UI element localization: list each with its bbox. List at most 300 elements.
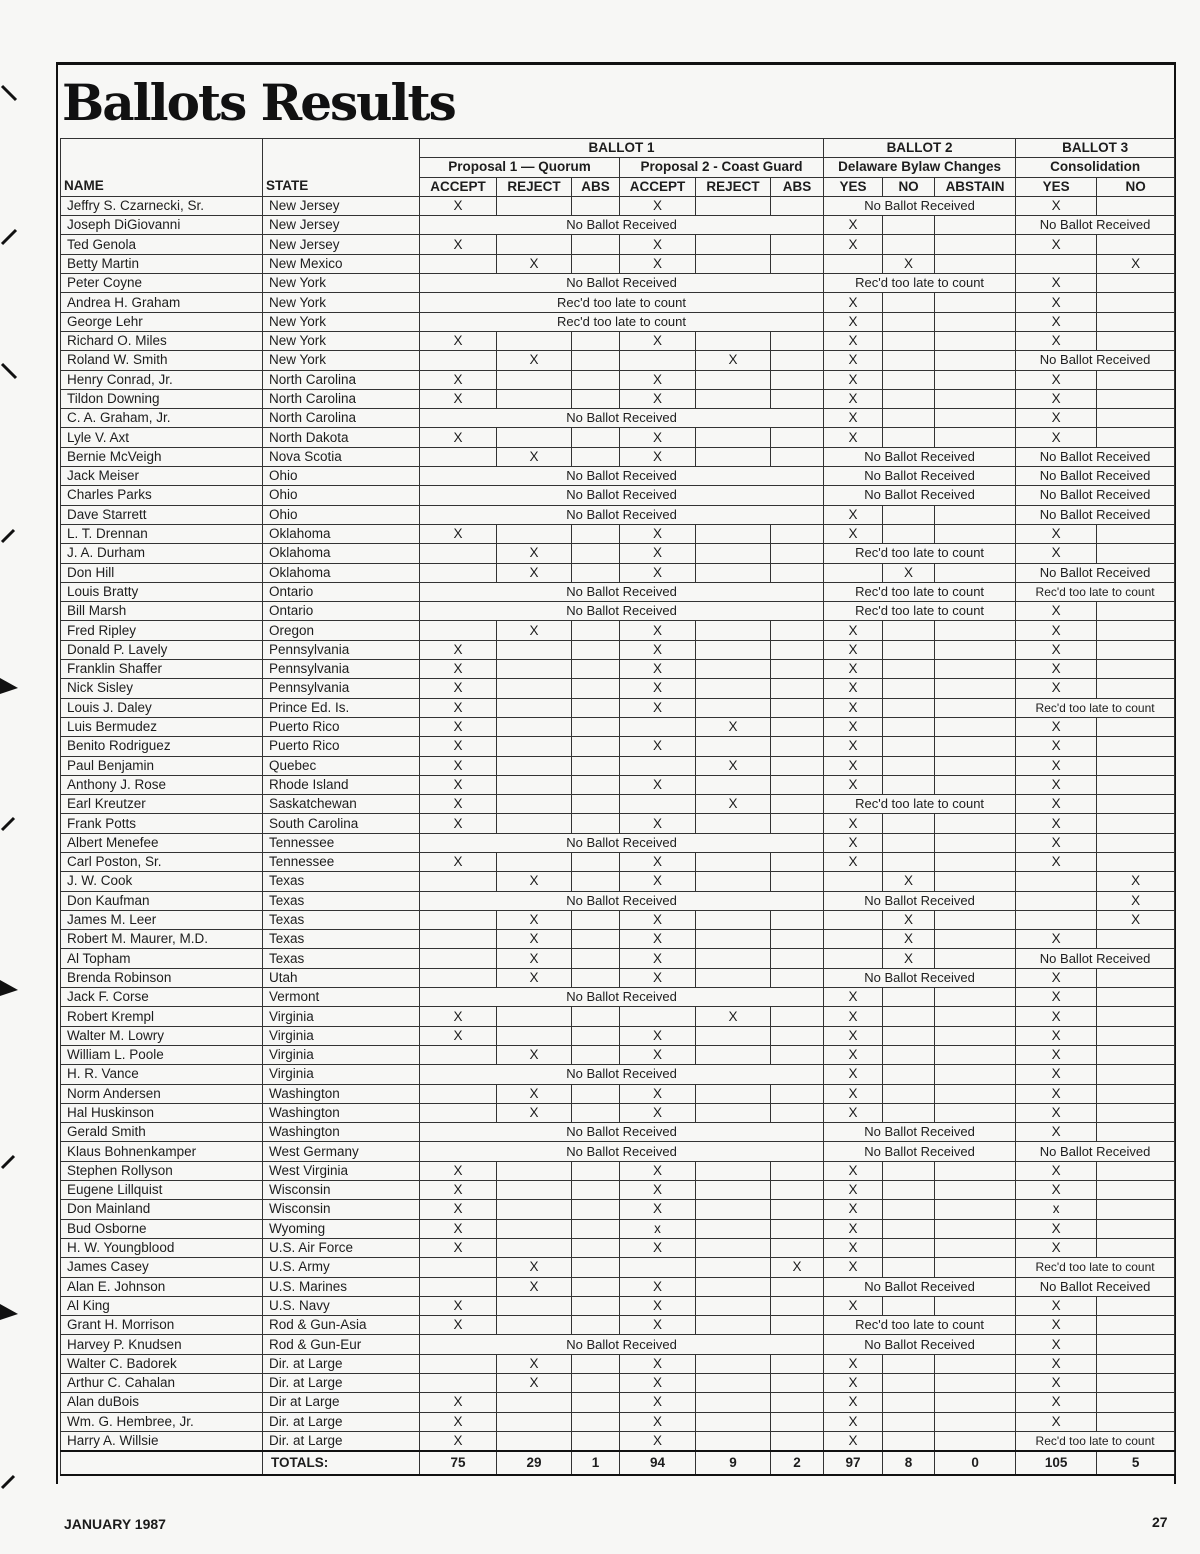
vote-b2-no: X: [883, 949, 935, 968]
table-row: [61, 949, 1175, 968]
vote-b1-p1-abs: [572, 756, 620, 775]
vote-b1-p2-reject: [696, 640, 771, 659]
vote-b1-p1-accept: [420, 563, 497, 582]
vote-b1-p1-accept: [420, 872, 497, 891]
no-ballot-note: No Ballot Received: [420, 833, 824, 852]
table-row: [61, 486, 1175, 505]
table-row: [61, 544, 1175, 563]
vote-b1-p1-accept: X: [420, 196, 497, 215]
voter-state: Dir. at Large: [263, 1354, 420, 1373]
voter-name: Tildon Downing: [61, 389, 263, 408]
vote-b2-no: [883, 331, 935, 350]
voter-state: Washington: [263, 1103, 420, 1122]
vote-b2-no: X: [883, 563, 935, 582]
vote-b2-yes: X: [824, 660, 883, 679]
vote-b3-no: [1097, 274, 1175, 293]
vote-b1-p1-accept: [420, 351, 497, 370]
vote-b1-p1-accept: X: [420, 235, 497, 254]
vote-b2-abstain: [935, 389, 1016, 408]
vote-b2-yes: [824, 930, 883, 949]
vote-b1-p2-accept: X: [620, 1412, 696, 1431]
voter-name: Lyle V. Axt: [61, 428, 263, 447]
vote-b3-no: [1097, 409, 1175, 428]
vote-b2-abstain: [935, 409, 1016, 428]
vote-b2-no: [883, 1103, 935, 1122]
table-row: [61, 891, 1175, 910]
table-row: [61, 563, 1175, 582]
vote-b2-no: [883, 1412, 935, 1431]
vote-b2-abstain: [935, 1161, 1016, 1180]
vote-b3-yes: [1016, 872, 1097, 891]
vote-b1-p2-accept: X: [620, 370, 696, 389]
vote-b3-no: [1097, 1026, 1175, 1045]
vote-b1-p2-abs: [771, 389, 824, 408]
voter-name: Benito Rodriguez: [61, 737, 263, 756]
header-no: NO: [883, 177, 935, 196]
no-ballot-note: No Ballot Received: [1016, 351, 1175, 370]
no-ballot-note: No Ballot Received: [1016, 1277, 1175, 1296]
vote-b2-no: [883, 679, 935, 698]
voter-name: Alan duBois: [61, 1393, 263, 1412]
vote-b3-yes: X: [1016, 795, 1097, 814]
vote-b3-no: [1097, 544, 1175, 563]
vote-b1-p2-reject: [696, 1393, 771, 1412]
vote-b3-yes: X: [1016, 737, 1097, 756]
vote-b1-p2-reject: [696, 1258, 771, 1277]
no-ballot-note: No Ballot Received: [420, 274, 824, 293]
voter-state: New York: [263, 274, 420, 293]
vote-b3-no: [1097, 1374, 1175, 1393]
vote-b2-no: [883, 1219, 935, 1238]
vote-b3-no: [1097, 1412, 1175, 1431]
vote-b1-p2-accept: X: [620, 737, 696, 756]
vote-b3-yes: X: [1016, 660, 1097, 679]
vote-b1-p2-reject: [696, 563, 771, 582]
table-row: [61, 602, 1175, 621]
totals-label: TOTALS:: [263, 1451, 420, 1475]
vote-b1-p1-accept: [420, 544, 497, 563]
voter-name: Arthur C. Cahalan: [61, 1374, 263, 1393]
voter-state: U.S. Army: [263, 1258, 420, 1277]
no-ballot-note: No Ballot Received: [1016, 563, 1175, 582]
vote-b1-p2-reject: [696, 1296, 771, 1315]
vote-b2-abstain: [935, 1258, 1016, 1277]
no-ballot-note: No Ballot Received: [824, 467, 1016, 486]
vote-b1-p2-abs: [771, 968, 824, 987]
vote-b1-p1-abs: [572, 1374, 620, 1393]
vote-b2-yes: X: [824, 389, 883, 408]
voter-name: H. W. Youngblood: [61, 1238, 263, 1257]
vote-b2-yes: X: [824, 640, 883, 659]
vote-b2-yes: X: [824, 717, 883, 736]
voter-state: Rod & Gun-Asia: [263, 1316, 420, 1335]
vote-b3-no: [1097, 1103, 1175, 1122]
no-ballot-note: No Ballot Received: [824, 1142, 1016, 1161]
vote-b1-p2-abs: [771, 1219, 824, 1238]
binder-mark: [0, 1150, 20, 1170]
vote-b3-yes: X: [1016, 717, 1097, 736]
vote-b1-p2-abs: [771, 640, 824, 659]
vote-b1-p1-reject: X: [497, 621, 572, 640]
no-ballot-note: No Ballot Received: [1016, 1142, 1175, 1161]
vote-b2-abstain: [935, 524, 1016, 543]
vote-b1-p1-reject: X: [497, 1374, 572, 1393]
vote-b1-p2-accept: X: [620, 1161, 696, 1180]
header-ballot-2-subtitle: Delaware Bylaw Changes: [824, 158, 1016, 177]
vote-b2-no: [883, 1161, 935, 1180]
vote-b1-p2-abs: [771, 1374, 824, 1393]
vote-b2-no: X: [883, 930, 935, 949]
vote-b2-yes: X: [824, 1045, 883, 1064]
voter-name: Jack Meiser: [61, 467, 263, 486]
table-row: [61, 389, 1175, 408]
vote-b1-p2-accept: [620, 1258, 696, 1277]
totals-row: [61, 1451, 1175, 1475]
no-ballot-note: No Ballot Received: [824, 1277, 1016, 1296]
vote-b1-p1-accept: X: [420, 370, 497, 389]
vote-b2-yes: [824, 254, 883, 273]
vote-b2-abstain: [935, 930, 1016, 949]
vote-b1-p2-accept: X: [620, 1200, 696, 1219]
vote-b1-p1-abs: [572, 852, 620, 871]
table-row: [61, 447, 1175, 466]
vote-b3-no: [1097, 968, 1175, 987]
vote-b1-p1-accept: X: [420, 814, 497, 833]
table-row: [61, 1161, 1175, 1180]
no-ballot-note: No Ballot Received: [824, 486, 1016, 505]
vote-b2-no: [883, 833, 935, 852]
voter-state: Ontario: [263, 602, 420, 621]
vote-b1-p2-accept: [620, 756, 696, 775]
vote-b1-p2-reject: [696, 1354, 771, 1373]
vote-b1-p1-abs: [572, 370, 620, 389]
vote-b2-abstain: [935, 756, 1016, 775]
vote-b1-p2-abs: [771, 679, 824, 698]
vote-b1-p2-abs: [771, 660, 824, 679]
vote-b2-abstain: [935, 679, 1016, 698]
vote-b1-p2-reject: [696, 1316, 771, 1335]
vote-b3-yes: X: [1016, 988, 1097, 1007]
vote-b2-no: [883, 1045, 935, 1064]
vote-b1-p1-abs: [572, 775, 620, 794]
voter-state: U.S. Navy: [263, 1296, 420, 1315]
voter-state: New Jersey: [263, 235, 420, 254]
vote-b1-p1-reject: X: [497, 968, 572, 987]
vote-b3-yes: X: [1016, 196, 1097, 215]
vote-b1-p2-abs: [771, 737, 824, 756]
binder-mark: [0, 1302, 20, 1322]
vote-b1-p1-abs: [572, 1431, 620, 1451]
voter-name: Don Hill: [61, 563, 263, 582]
header-row-columns: [61, 177, 1175, 196]
no-ballot-note: No Ballot Received: [1016, 216, 1175, 235]
voter-name: Joseph DiGiovanni: [61, 216, 263, 235]
voter-name: Henry Conrad, Jr.: [61, 370, 263, 389]
voter-state: Puerto Rico: [263, 717, 420, 736]
vote-b1-p1-abs: [572, 1354, 620, 1373]
no-ballot-note: No Ballot Received: [420, 1142, 824, 1161]
vote-b1-p2-accept: X: [620, 679, 696, 698]
voter-name: Albert Menefee: [61, 833, 263, 852]
vote-b1-p2-accept: [620, 1007, 696, 1026]
vote-b3-no: [1097, 1200, 1175, 1219]
vote-b1-p2-abs: [771, 949, 824, 968]
vote-b3-yes: X: [1016, 1007, 1097, 1026]
voter-state: Saskatchewan: [263, 795, 420, 814]
header-blank: [263, 139, 420, 158]
vote-b2-abstain: [935, 698, 1016, 717]
vote-b2-abstain: [935, 910, 1016, 929]
vote-b1-p2-reject: [696, 447, 771, 466]
vote-b1-p2-abs: [771, 852, 824, 871]
header-row-proposals: [61, 158, 1175, 177]
vote-b1-p1-reject: X: [497, 1045, 572, 1064]
voter-state: Dir. at Large: [263, 1412, 420, 1431]
vote-b2-yes: X: [824, 679, 883, 698]
vote-b1-p1-abs: [572, 1238, 620, 1257]
vote-b2-no: [883, 1354, 935, 1373]
voter-name: Al Topham: [61, 949, 263, 968]
vote-b1-p2-reject: [696, 524, 771, 543]
vote-b1-p2-reject: [696, 621, 771, 640]
voter-name: Eugene Lillquist: [61, 1181, 263, 1200]
vote-b1-p2-reject: [696, 660, 771, 679]
vote-b3-no: [1097, 737, 1175, 756]
header-yes: YES: [1016, 177, 1097, 196]
vote-b1-p2-accept: X: [620, 814, 696, 833]
vote-b1-p2-reject: [696, 235, 771, 254]
vote-b1-p2-abs: [771, 1045, 824, 1064]
vote-b1-p2-reject: [696, 1238, 771, 1257]
voter-state: Dir. at Large: [263, 1374, 420, 1393]
voter-state: Wyoming: [263, 1219, 420, 1238]
vote-b1-p2-reject: [696, 1277, 771, 1296]
vote-b1-p1-abs: [572, 698, 620, 717]
vote-b3-yes: X: [1016, 293, 1097, 312]
voter-state: New York: [263, 312, 420, 331]
late-ballot-note: Rec'd too late to count: [824, 544, 1016, 563]
vote-b2-no: [883, 640, 935, 659]
vote-b1-p1-accept: X: [420, 1238, 497, 1257]
no-ballot-note: No Ballot Received: [420, 988, 824, 1007]
vote-b1-p1-abs: [572, 1296, 620, 1315]
header-blank: [61, 139, 263, 158]
vote-b1-p1-abs: [572, 930, 620, 949]
no-ballot-note: No Ballot Received: [420, 1335, 824, 1354]
vote-b3-no: [1097, 852, 1175, 871]
vote-b1-p2-reject: [696, 1045, 771, 1064]
voter-state: Virginia: [263, 1065, 420, 1084]
vote-b1-p2-reject: [696, 1161, 771, 1180]
vote-b1-p1-reject: [497, 795, 572, 814]
vote-b1-p2-abs: [771, 447, 824, 466]
header-row-ballots: [61, 139, 1175, 158]
vote-b2-no: [883, 737, 935, 756]
vote-b1-p1-reject: [497, 1181, 572, 1200]
late-ballot-note: Rec'd too late to count: [420, 312, 824, 331]
vote-b1-p2-accept: X: [620, 640, 696, 659]
vote-b1-p2-abs: [771, 1316, 824, 1335]
vote-b1-p2-reject: [696, 930, 771, 949]
vote-b2-no: [883, 1374, 935, 1393]
table-row: [61, 833, 1175, 852]
voter-name: Harvey P. Knudsen: [61, 1335, 263, 1354]
vote-b2-yes: X: [824, 409, 883, 428]
table-row: [61, 852, 1175, 871]
vote-b3-no: X: [1097, 891, 1175, 910]
vote-b1-p1-reject: [497, 524, 572, 543]
vote-b2-yes: [824, 910, 883, 929]
vote-b3-yes: X: [1016, 428, 1097, 447]
vote-b1-p2-abs: [771, 1412, 824, 1431]
voter-name: Harry A. Willsie: [61, 1431, 263, 1451]
vote-b2-abstain: [935, 563, 1016, 582]
vote-b1-p2-reject: [696, 428, 771, 447]
vote-b3-no: [1097, 717, 1175, 736]
table-row: [61, 1123, 1175, 1142]
vote-b1-p1-abs: [572, 660, 620, 679]
vote-b1-p1-accept: [420, 910, 497, 929]
vote-b3-no: [1097, 1296, 1175, 1315]
vote-b1-p1-accept: X: [420, 1219, 497, 1238]
vote-b1-p2-accept: X: [620, 621, 696, 640]
vote-b3-no: [1097, 1123, 1175, 1142]
vote-b1-p2-abs: [771, 910, 824, 929]
voter-name: J. W. Cook: [61, 872, 263, 891]
vote-b1-p1-abs: [572, 1412, 620, 1431]
vote-b2-abstain: [935, 1238, 1016, 1257]
vote-b1-p2-abs: [771, 1007, 824, 1026]
vote-b1-p1-abs: [572, 814, 620, 833]
header-abstain: ABSTAIN: [935, 177, 1016, 196]
vote-b3-yes: X: [1016, 331, 1097, 350]
no-ballot-note: No Ballot Received: [420, 1065, 824, 1084]
vote-b1-p2-abs: X: [771, 1258, 824, 1277]
vote-b1-p1-reject: [497, 756, 572, 775]
vote-b2-abstain: [935, 1219, 1016, 1238]
binder-mark: [0, 812, 20, 832]
vote-b2-yes: [824, 872, 883, 891]
vote-b1-p2-accept: X: [620, 1374, 696, 1393]
vote-b3-yes: X: [1016, 1181, 1097, 1200]
vote-b3-yes: X: [1016, 756, 1097, 775]
table-row: [61, 274, 1175, 293]
table-row: [61, 814, 1175, 833]
vote-b2-abstain: [935, 370, 1016, 389]
header-blank: [61, 158, 263, 177]
vote-b1-p2-abs: [771, 698, 824, 717]
vote-b1-p2-accept: X: [620, 447, 696, 466]
vote-b3-yes: X: [1016, 679, 1097, 698]
vote-b1-p1-abs: [572, 428, 620, 447]
voter-name: Roland W. Smith: [61, 351, 263, 370]
vote-b1-p1-accept: X: [420, 1412, 497, 1431]
vote-b1-p2-reject: [696, 852, 771, 871]
vote-b1-p1-accept: X: [420, 1181, 497, 1200]
vote-b1-p2-accept: X: [620, 254, 696, 273]
table-row: [61, 370, 1175, 389]
vote-b1-p1-reject: X: [497, 544, 572, 563]
voter-state: Tennessee: [263, 852, 420, 871]
table-row: [61, 505, 1175, 524]
vote-b1-p2-reject: [696, 1200, 771, 1219]
voter-name: George Lehr: [61, 312, 263, 331]
voter-state: Vermont: [263, 988, 420, 1007]
voter-state: Texas: [263, 949, 420, 968]
vote-b1-p1-accept: X: [420, 737, 497, 756]
voter-state: Oklahoma: [263, 563, 420, 582]
vote-b1-p2-abs: [771, 717, 824, 736]
vote-b2-yes: X: [824, 1026, 883, 1045]
table-row: [61, 1316, 1175, 1335]
vote-b3-no: [1097, 679, 1175, 698]
vote-b2-yes: X: [824, 1431, 883, 1451]
vote-b1-p1-abs: [572, 1200, 620, 1219]
page-number: 27: [1152, 1514, 1168, 1530]
voter-name: Earl Kreutzer: [61, 795, 263, 814]
vote-b1-p2-abs: [771, 370, 824, 389]
vote-b1-p2-accept: X: [620, 1045, 696, 1064]
voter-name: J. A. Durham: [61, 544, 263, 563]
vote-b1-p1-abs: [572, 1258, 620, 1277]
vote-b1-p2-accept: X: [620, 698, 696, 717]
total-b1-p2-accept: 94: [620, 1451, 696, 1475]
vote-b3-no: [1097, 988, 1175, 1007]
vote-b3-no: [1097, 1007, 1175, 1026]
vote-b1-p2-abs: [771, 351, 824, 370]
vote-b2-yes: X: [824, 621, 883, 640]
vote-b2-abstain: [935, 254, 1016, 273]
vote-b1-p1-abs: [572, 1181, 620, 1200]
vote-b1-p1-reject: X: [497, 1277, 572, 1296]
vote-b3-yes: X: [1016, 1238, 1097, 1257]
table-row: [61, 1026, 1175, 1045]
vote-b3-yes: X: [1016, 602, 1097, 621]
vote-b2-abstain: [935, 293, 1016, 312]
table-row: [61, 1335, 1175, 1354]
totals-blank: [61, 1451, 263, 1475]
voter-name: Louis J. Daley: [61, 698, 263, 717]
vote-b3-no: [1097, 1045, 1175, 1064]
table-row: [61, 640, 1175, 659]
vote-b2-no: [883, 988, 935, 1007]
vote-b3-no: [1097, 1065, 1175, 1084]
vote-b1-p1-reject: [497, 235, 572, 254]
late-ballot-note: Rec'd too late to count: [824, 1316, 1016, 1335]
voter-name: Donald P. Lavely: [61, 640, 263, 659]
vote-b1-p2-accept: X: [620, 930, 696, 949]
vote-b3-yes: X: [1016, 1412, 1097, 1431]
vote-b1-p2-abs: [771, 331, 824, 350]
vote-b1-p2-reject: [696, 968, 771, 987]
vote-b2-abstain: [935, 833, 1016, 852]
vote-b1-p2-abs: [771, 1277, 824, 1296]
no-ballot-note: No Ballot Received: [1016, 505, 1175, 524]
voter-state: Nova Scotia: [263, 447, 420, 466]
vote-b1-p1-abs: [572, 331, 620, 350]
voter-state: Wisconsin: [263, 1181, 420, 1200]
voter-state: U.S. Air Force: [263, 1238, 420, 1257]
binder-mark: [0, 978, 20, 998]
table-row: [61, 467, 1175, 486]
vote-b3-yes: X: [1016, 235, 1097, 254]
vote-b3-yes: X: [1016, 1026, 1097, 1045]
vote-b1-p1-reject: X: [497, 254, 572, 273]
vote-b3-yes: X: [1016, 621, 1097, 640]
vote-b2-yes: X: [824, 293, 883, 312]
vote-b1-p1-abs: [572, 254, 620, 273]
vote-b2-yes: X: [824, 737, 883, 756]
